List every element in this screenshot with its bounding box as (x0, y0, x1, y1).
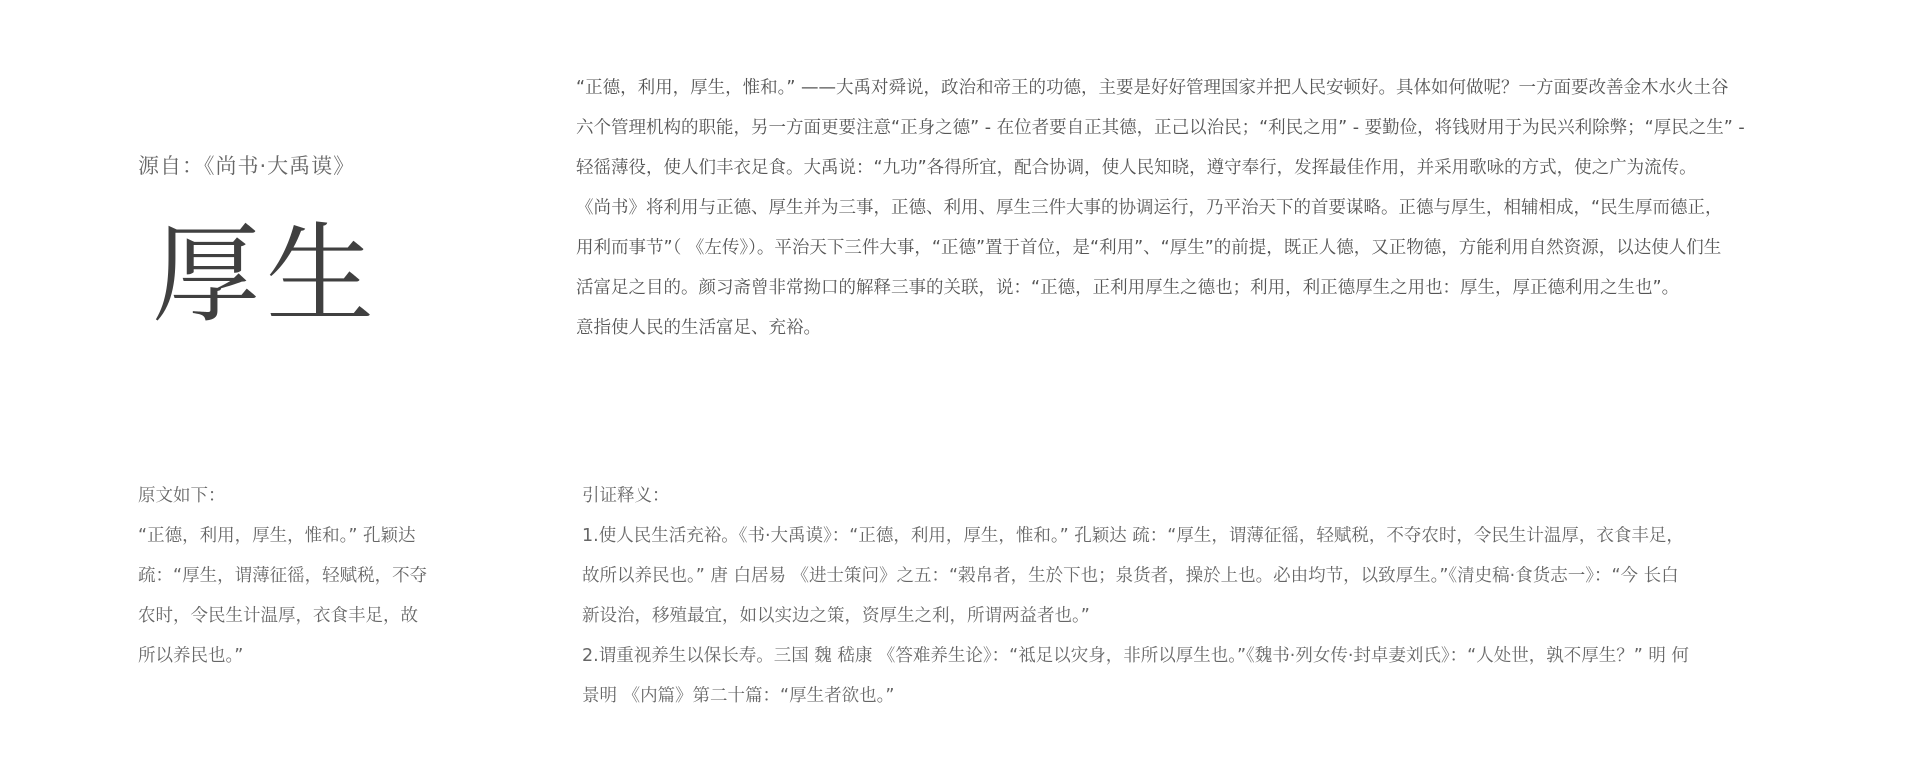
citation-line: 2.谓重视养生以保长寿。三国 魏 嵇康 《答难养生论》：“祗足以灾身，非所以厚生也。”《魏书·列女传·封卓妻刘氏》：“人处世，孰不厚生？” 明 何 (582, 646, 1689, 666)
original-line: 农时，令民生计温厚，衣食丰足，故 (138, 606, 418, 626)
citation-line: 1.使人民生活充裕。《书·大禹谟》：“正德，利用，厚生，惟和。” 孔颖达 疏：“厚生，谓薄征徭，轻赋税，不夺农时，令民生计温厚，衣食丰足， (582, 526, 1684, 546)
explanation-line: “正德，利用，厚生，惟和。” ——大禹对舜说，政治和帝王的功德，主要是好好管理国家并把人民安顿好。具体如何做呢？一方面要改善金木水火土谷 (576, 78, 1729, 98)
explanation-line: 用利而事节”（ 《左传》）。平治天下三件大事，“正德”置于首位，是“利用”、“厚生”的前提，既正人德，又正物德，方能利用自然资源，以达使人们生 (576, 238, 1722, 258)
explanation-line: 六个管理机构的职能，另一方面更要注意“正身之德” - 在位者要自正其德，正己以治民；“利民之用” - 要勤俭，将钱财用于为民兴利除弊；“厚民之生” - (576, 118, 1745, 138)
explanation-line: 轻徭薄役，使人们丰衣足食。大禹说：“九功”各得所宜，配合协调，使人民知晓，遵守奉行，发挥最佳作用，并采用歌咏的方式，使之广为流传。 (576, 158, 1697, 178)
citations-label: 引证释义： (582, 486, 670, 506)
citation-lines (582, 516, 1842, 716)
citation-line: 故所以养民也。” 唐 白居易 《进士策问》之五：“榖帛者，生於下也；泉货者，操於上也。必由均节，以致厚生。”《清史稿·食货志一》：“今 长白 (582, 566, 1679, 586)
original-line: “正德，利用，厚生，惟和。” 孔颖达 (138, 526, 416, 546)
citation-line: 新设治，移殖最宜，如以实边之策，资厚生之利，所谓两益者也。” (582, 606, 1090, 626)
original-line: 所以养民也。” (138, 646, 244, 666)
citation-line: 景明 《内篇》第二十篇：“厚生者欲也。” (582, 686, 895, 706)
explanation-block (576, 68, 1836, 348)
original-line: 疏：“厚生，谓薄征徭，轻赋税，不夺 (138, 566, 428, 586)
citations-block (582, 478, 1842, 716)
explanation-line: 意指使人民的生活富足、充裕。 (576, 318, 821, 338)
original-text-block (138, 478, 478, 676)
explanation-line: 《尚书》将利用与正德、厚生并为三事，正德、利用、厚生三件大事的协调运行，乃平治天下的首要谋略。正德与厚生，相辅相成，“民生厚而德正， (576, 198, 1723, 218)
original-label: 原文如下： (138, 486, 226, 506)
source-line: 源自：《尚书·大禹谟》 (138, 154, 356, 178)
page-title: 厚生 (152, 213, 381, 338)
original-lines (138, 516, 478, 676)
explanation-line: 活富足之目的。颜习斋曾非常拗口的解释三事的关联，说：“正德，正利用厚生之德也；利用，利正德厚生之用也：厚生，厚正德利用之生也”。 (576, 278, 1680, 298)
